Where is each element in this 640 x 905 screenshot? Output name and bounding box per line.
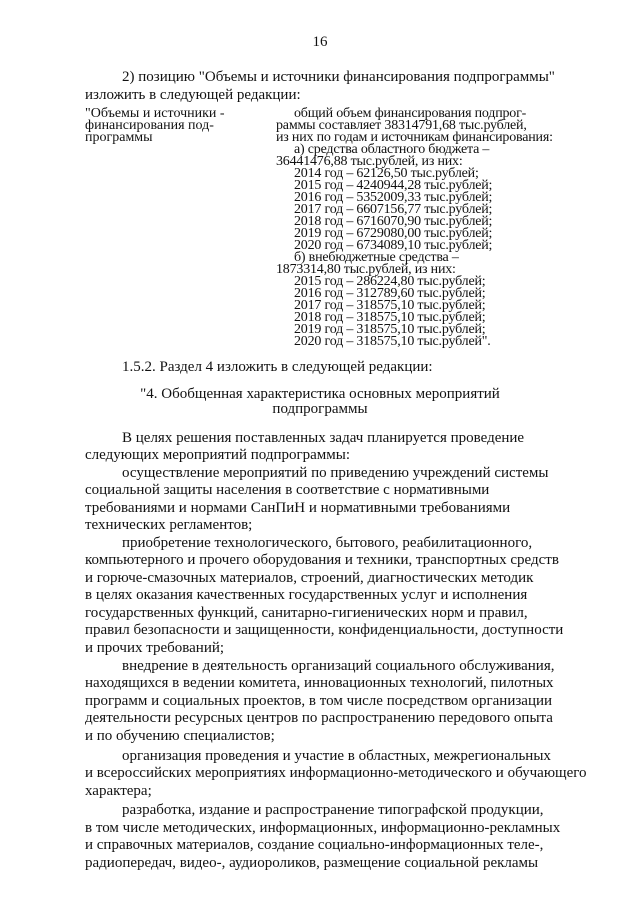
label-line: финансирования под- bbox=[85, 118, 214, 133]
body-line: и всероссийских мероприятиях информационно-методического и обучающего bbox=[85, 765, 587, 781]
body-line: и справочных материалов, создание социально-информационных теле-, bbox=[85, 837, 544, 853]
value-line: 2015 год – 4240944,28 тыс.рублей; bbox=[294, 178, 493, 193]
value-line: 2017 год – 318575,10 тыс.рублей; bbox=[294, 298, 486, 313]
body-line: организация проведения и участие в областных, межрегиональных bbox=[122, 748, 551, 764]
body-line: технических регламентов; bbox=[85, 517, 253, 533]
section-heading: "4. Обобщенная характеристика основных мероприятий bbox=[140, 386, 500, 402]
value-line: а) средства областного бюджета – bbox=[294, 142, 490, 157]
body-line: следующих мероприятий подпрограммы: bbox=[85, 447, 351, 463]
value-line: 36441476,88 тыс.рублей, из них: bbox=[276, 154, 463, 169]
intro-line: изложить в следующей редакции: bbox=[85, 87, 301, 103]
body-line: государственных функций, санитарно-гигиенических норм и правил, bbox=[85, 605, 528, 621]
body-line: разработка, издание и распространение типографской продукции, bbox=[122, 802, 544, 818]
label-line: программы bbox=[85, 130, 153, 145]
body-line: характера; bbox=[85, 783, 152, 799]
body-line: требованиями и нормами СанПиН и нормативными требованиями bbox=[85, 500, 511, 516]
body-line: деятельности ресурсных центров по распространению передового опыта bbox=[85, 710, 553, 726]
value-line: 2018 год – 318575,10 тыс.рублей; bbox=[294, 310, 486, 325]
value-line: 2020 год – 6734089,10 тыс.рублей; bbox=[294, 238, 493, 253]
body-line: социальной защиты населения в соответствие с нормативными bbox=[85, 482, 490, 498]
value-line: 2015 год – 286224,80 тыс.рублей; bbox=[294, 274, 486, 289]
body-line: радиопередач, видео-, аудиороликов, размещение социальной рекламы bbox=[85, 855, 539, 871]
body-line: осуществление мероприятий по приведению учреждений системы bbox=[122, 465, 549, 481]
body-line: и по обучению специалистов; bbox=[85, 728, 275, 744]
body-line: В целях решения поставленных задач планируется проведение bbox=[122, 430, 525, 446]
body-line: внедрение в деятельность организаций социального обслуживания, bbox=[122, 658, 555, 674]
value-line: общий объем финансирования подпрог- bbox=[294, 106, 527, 121]
value-line: раммы составляет 38314791,68 тыс.рублей, bbox=[276, 118, 527, 133]
value-line: 2019 год – 318575,10 тыс.рублей; bbox=[294, 322, 486, 337]
body-line: приобретение технологического, бытового, реабилитационного, bbox=[122, 535, 533, 551]
value-line: из них по годам и источникам финансирования: bbox=[276, 130, 553, 145]
value-line: 2020 год – 318575,10 тыс.рублей". bbox=[294, 334, 491, 349]
label-line: "Объемы и источники - bbox=[85, 106, 225, 121]
body-line: в целях оказания качественных государственных услуг и исполнения bbox=[85, 587, 528, 603]
value-line: б) внебюджетные средства – bbox=[294, 250, 459, 265]
body-line: и горюче-смазочных материалов, строений, диагностических методик bbox=[85, 570, 534, 586]
value-line: 2016 год – 312789,60 тыс.рублей; bbox=[294, 286, 486, 301]
body-line: находящихся в ведении комитета, инновационных технологий, пилотных bbox=[85, 675, 554, 691]
intro-line: 2) позицию "Объемы и источники финансирования подпрограммы" bbox=[122, 69, 555, 85]
page-number: 16 bbox=[312, 34, 328, 50]
body-line: компьютерного и прочего оборудования и техники, транспортных средств bbox=[85, 552, 559, 568]
body-line: и прочих требований; bbox=[85, 640, 225, 656]
body-line: в том числе методических, информационных, информационно-рекламных bbox=[85, 820, 561, 836]
section-line: 1.5.2. Раздел 4 изложить в следующей редакции: bbox=[122, 359, 433, 375]
value-line: 2014 год – 62126,50 тыс.рублей; bbox=[294, 166, 479, 181]
value-line: 1873314,80 тыс.рублей, из них: bbox=[276, 262, 456, 277]
value-line: 2016 год – 5352009,33 тыс.рублей; bbox=[294, 190, 493, 205]
body-line: правил безопасности и защищенности, конфиденциальности, доступности bbox=[85, 622, 564, 638]
value-line: 2018 год – 6716070,90 тыс.рублей; bbox=[294, 214, 493, 229]
section-heading: подпрограммы bbox=[272, 401, 368, 417]
value-line: 2019 год – 6729080,00 тыс.рублей; bbox=[294, 226, 493, 241]
body-line: программ и социальных проектов, в том числе посредством организации bbox=[85, 693, 553, 709]
value-line: 2017 год – 6607156,77 тыс.рублей; bbox=[294, 202, 493, 217]
position-label bbox=[85, 108, 265, 144]
